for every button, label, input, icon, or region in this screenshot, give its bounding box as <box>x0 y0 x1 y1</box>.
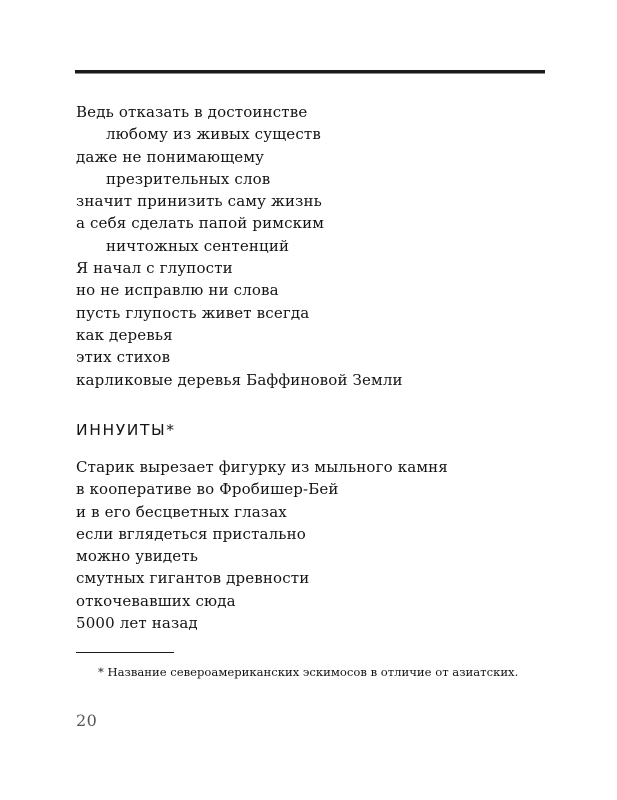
poem-line: даже не понимающему <box>76 147 265 166</box>
poem-line: презрительных слов <box>106 169 271 188</box>
poem-line: этих стихов <box>76 348 171 367</box>
footnote: * Название североамериканских эскимосов в отличие от азиатских. <box>98 665 519 679</box>
poem-line: Ведь отказать в достоинстве <box>76 103 308 121</box>
poem-line: ничтожных сентенций <box>106 236 290 255</box>
poem-line: можно увидеть <box>76 547 199 566</box>
poem-line: значит принизить саму жизнь <box>76 192 322 211</box>
poem-line: откочевавших сюда <box>76 591 236 610</box>
poem-line: в кооперативе во Фробишер-Бей <box>76 480 339 499</box>
poem-line: а себя сделать папой римским <box>76 214 325 233</box>
footnote-separator <box>76 652 174 653</box>
poem-line: если вглядеться пристально <box>76 524 306 543</box>
poem-line: как деревья <box>76 325 173 344</box>
poem-line: карликовые деревья Баффиновой Земли <box>76 370 403 389</box>
poem-title: ИННУИТЫ* <box>76 421 176 439</box>
poem-line: любому из живых существ <box>106 125 321 144</box>
top-rule <box>75 70 545 73</box>
poem-line: но не исправлю ни слова <box>76 281 279 300</box>
poem-line: смутных гигантов древности <box>76 569 310 588</box>
poem-line: Старик вырезает фигурку из мыльного камня <box>76 458 448 476</box>
poem-stanza <box>76 101 403 391</box>
page-number: 20 <box>76 711 98 730</box>
poem-line: и в его бесцветных глазах <box>76 502 287 521</box>
poem-line: Я начал с глупости <box>76 259 233 278</box>
poem-line: пусть глупость живет всегда <box>76 303 310 322</box>
poem-stanza <box>76 456 448 634</box>
poem-line: 5000 лет назад <box>76 614 198 633</box>
